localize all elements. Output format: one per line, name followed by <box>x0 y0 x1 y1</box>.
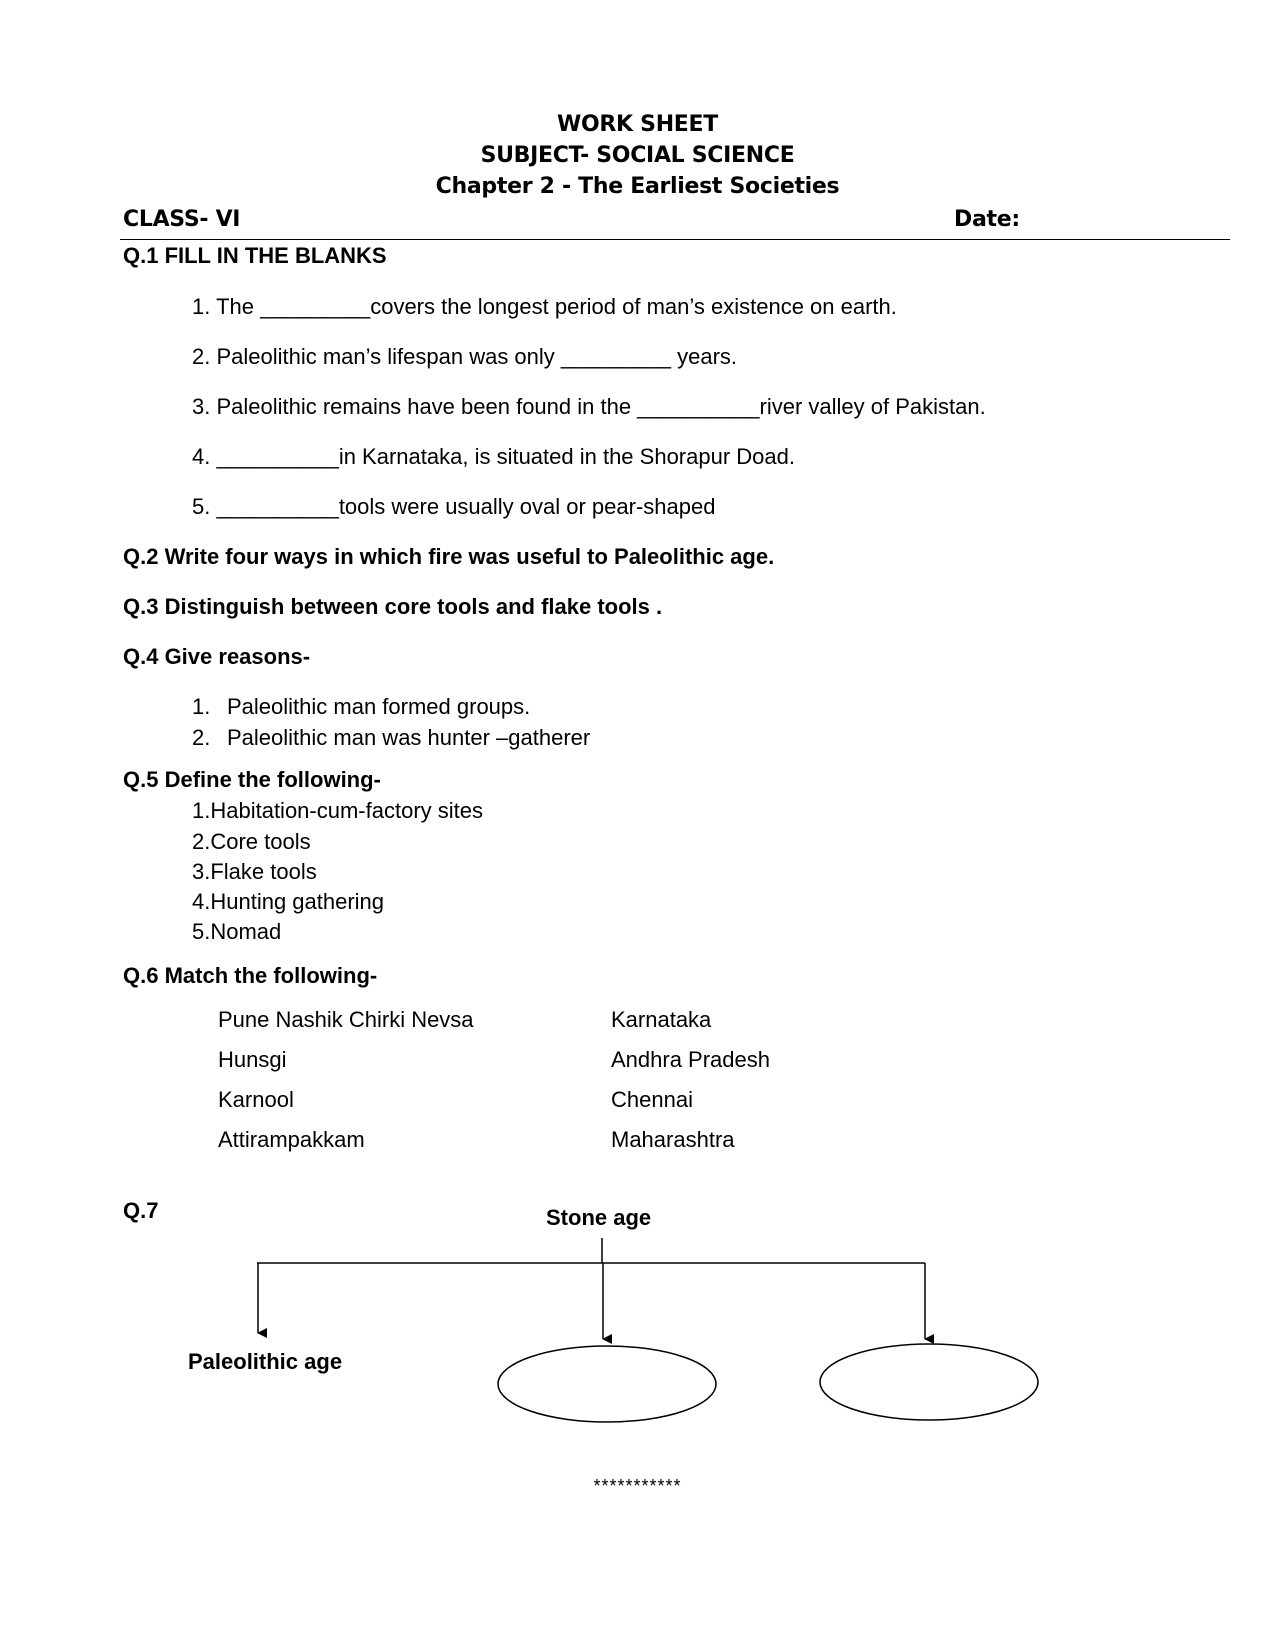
q1-item: 3. Paleolithic remains have been found in the __________river valley of Pakistan. <box>192 394 986 419</box>
q5-item: 2.Core tools <box>192 829 311 854</box>
footer-stars: *********** <box>593 1476 682 1496</box>
q4-title: Q.4 Give reasons- <box>123 644 311 669</box>
match-left-item: Attirampakkam <box>218 1127 365 1152</box>
date-label: Date: <box>954 207 1020 232</box>
match-left-item: Pune Nashik Chirki Nevsa <box>218 1007 474 1032</box>
q5-title: Q.5 Define the following- <box>123 767 381 792</box>
match-right-item: Karnataka <box>611 1007 712 1032</box>
diagram-branch-paleolithic: Paleolithic age <box>188 1349 343 1374</box>
q1-item: 5. __________tools were usually oval or pear-shaped <box>192 494 716 519</box>
q2-title: Q.2 Write four ways in which fire was useful to Paleolithic age. <box>123 544 775 569</box>
q1-item: 2. Paleolithic man’s lifespan was only _________ years. <box>192 344 738 369</box>
q4-item-number: 2. <box>192 725 211 750</box>
q6-title: Q.6 Match the following- <box>123 963 378 988</box>
q1-item: 4. __________in Karnataka, is situated in the Shorapur Doad. <box>192 444 795 469</box>
chapter-heading: Chapter 2 - The Earliest Societies <box>435 174 840 199</box>
match-left-item: Karnool <box>218 1087 294 1112</box>
diagram-blank-ellipse-right <box>820 1344 1038 1420</box>
q5-item: 4.Hunting gathering <box>192 889 385 914</box>
q5-item: 3.Flake tools <box>192 859 317 884</box>
q7-label: Q.7 <box>123 1198 159 1223</box>
q5-item: 1.Habitation-cum-factory sites <box>192 798 483 823</box>
worksheet-title: WORK SHEET <box>557 112 718 137</box>
match-right-item: Andhra Pradesh <box>611 1047 770 1072</box>
diagram-blank-ellipse-middle <box>498 1346 716 1422</box>
q5-item: 5.Nomad <box>192 919 282 944</box>
diagram-root-label: Stone age <box>546 1205 652 1230</box>
q4-item-text: Paleolithic man formed groups. <box>227 694 531 719</box>
match-right-item: Chennai <box>611 1087 693 1112</box>
match-right-item: Maharashtra <box>611 1127 735 1152</box>
q4-item-number: 1. <box>192 694 211 719</box>
class-label: CLASS- VI <box>123 207 241 232</box>
q1-item: 1. The _________covers the longest period of man’s existence on earth. <box>192 294 897 319</box>
q3-title: Q.3 Distinguish between core tools and flake tools . <box>123 594 663 619</box>
match-left-item: Hunsgi <box>218 1047 287 1072</box>
q1-title: Q.1 FILL IN THE BLANKS <box>123 243 387 268</box>
subject-heading: SUBJECT- SOCIAL SCIENCE <box>480 143 795 168</box>
q4-item-text: Paleolithic man was hunter –gatherer <box>227 725 591 750</box>
